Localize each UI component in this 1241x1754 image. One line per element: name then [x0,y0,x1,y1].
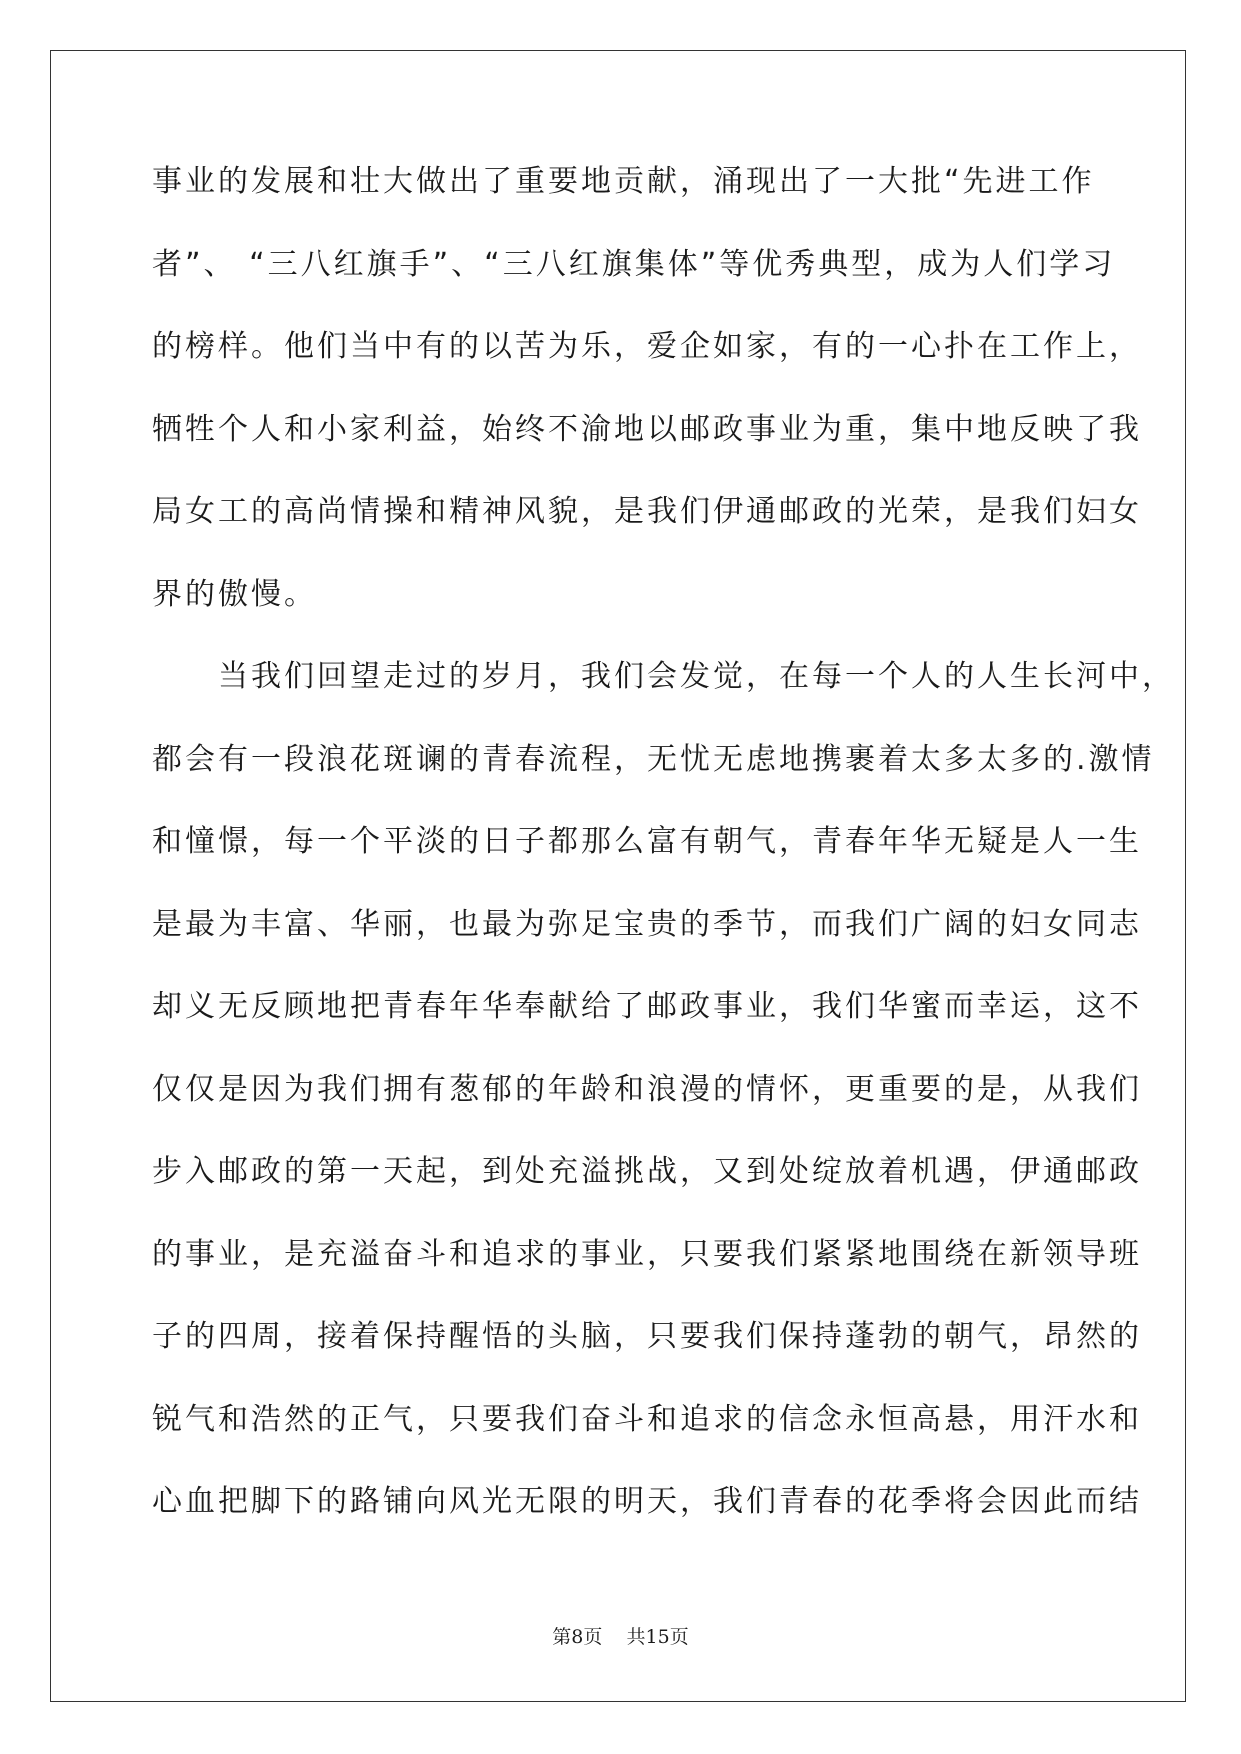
text-line-15: 子的四周，接着保持醒悟的头脑，只要我们保持蓬勃的朝气，昂然的 [152,1319,1142,1354]
text-line-4: 牺牲个人和小家利益，始终不渝地以邮政事业为重，集中地反映了我 [152,411,1142,447]
page-footer [0,1625,1241,1649]
text-line-6: 界的傲慢。 [152,576,317,612]
text-line-11: 却义无反顾地把青春年华奉献给了邮政事业，我们华蜜而幸运，这不 [152,989,1142,1024]
text-line-12: 仅仅是因为我们拥有葱郁的年龄和浪漫的情怀，更重要的是，从我们 [152,1071,1142,1107]
text-line-13: 步入邮政的第一天起，到处充溢挑战，又到处绽放着机遇，伊通邮政 [152,1154,1142,1189]
text-line-8: 都会有一段浪花斑谰的青春流程，无忧无虑地携裹着太多太多的.激情 [152,741,1155,777]
text-line-1: 事业的发展和壮大做出了重要地贡献，涌现出了一大批“先进工作 [152,164,1095,199]
text-line-14: 的事业，是充溢奋斗和追求的事业，只要我们紧紧地围绕在新领导班 [152,1236,1142,1272]
text-line-10: 是最为丰富、华丽，也最为弥足宝贵的季节，而我们广阔的妇女同志 [152,906,1142,942]
text-line-2: 者”、 “三八红旗手”、“三八红旗集体”等优秀典型，成为人们学习 [152,246,1116,282]
text-line-3: 的榜样。他们当中有的以苦为乐，爱企如家，有的一心扑在工作上， [152,329,1142,364]
page-number: 第8页 [552,1626,603,1648]
text-line-9: 和憧憬，每一个平淡的日子都那么富有朝气，青春年华无疑是人一生 [152,824,1142,859]
page-total: 共15页 [626,1626,689,1648]
text-line-5: 局女工的高尚情操和精神风貌，是我们伊通邮政的光荣，是我们妇女 [152,494,1142,529]
text-line-7: 当我们回望走过的岁月，我们会发觉，在每一个人的人生长河中， [152,659,1175,694]
document-body [152,162,1175,1565]
text-line-17: 心血把脚下的路铺向风光无限的明天，我们青春的花季将会因此而结 [152,1484,1142,1519]
text-line-16: 锐气和浩然的正气，只要我们奋斗和追求的信念永恒高悬，用汗水和 [152,1401,1142,1437]
